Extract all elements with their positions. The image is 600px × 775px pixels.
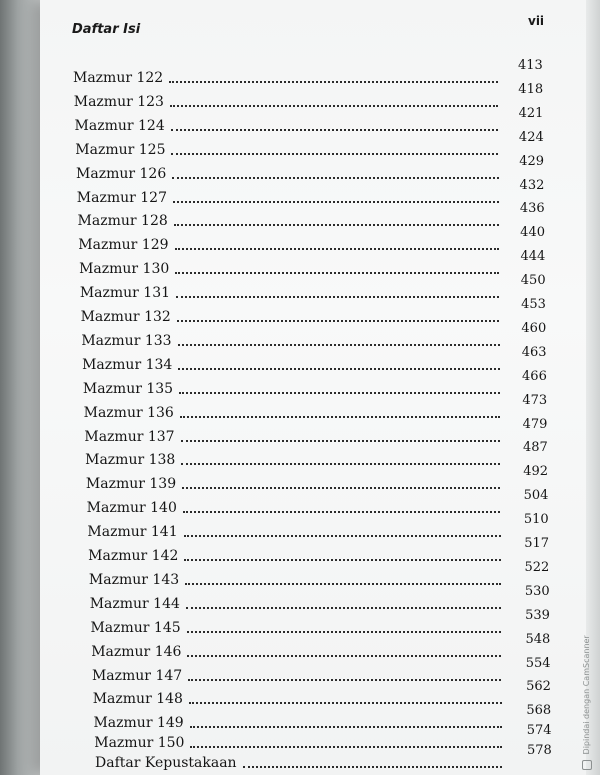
toc-entry-label: Mazmur 124 xyxy=(74,117,165,134)
toc-entry-label: Mazmur 129 xyxy=(78,237,169,254)
toc-dot-leader xyxy=(172,177,498,179)
toc-row xyxy=(93,687,508,707)
toc-row xyxy=(83,377,506,397)
toc-entry-label: Mazmur 150 xyxy=(94,735,185,752)
toc-entry-label: Mazmur 136 xyxy=(83,404,174,421)
toc-row xyxy=(84,425,506,445)
toc-entry-label: Mazmur 123 xyxy=(73,93,164,110)
toc-entry-label: Mazmur 125 xyxy=(75,141,166,158)
toc-dot-leader xyxy=(190,746,501,748)
toc-row xyxy=(94,731,508,751)
toc-dot-leader xyxy=(173,201,499,203)
toc-row xyxy=(78,209,505,229)
toc-entry-label: Mazmur 135 xyxy=(82,380,174,397)
toc-entry-label: Mazmur 142 xyxy=(88,548,179,564)
toc-entry-label: Mazmur 132 xyxy=(80,309,171,325)
toc-entry-page: 466 xyxy=(522,368,547,384)
toc-row xyxy=(88,544,507,564)
toc-entry-page: 492 xyxy=(523,464,549,480)
toc-row xyxy=(75,114,505,134)
toc-dot-leader xyxy=(174,224,499,226)
toc-entry-page: 421 xyxy=(518,105,544,121)
toc-dot-leader xyxy=(171,129,499,131)
toc-entry-page: 539 xyxy=(525,607,550,623)
toc-entry-page: 444 xyxy=(520,249,546,265)
toc-entry-page: 436 xyxy=(519,201,545,217)
toc-dot-leader xyxy=(182,487,500,489)
toc-entry-page: 530 xyxy=(524,583,550,599)
toc-dot-leader xyxy=(243,766,502,768)
toc-dot-leader xyxy=(177,320,500,322)
toc-row xyxy=(84,401,506,421)
toc-dot-leader xyxy=(169,81,498,83)
toc-entry-page: 510 xyxy=(523,512,549,528)
toc-dot-leader xyxy=(187,655,501,657)
toc-entry-label: Mazmur 143 xyxy=(88,571,180,588)
toc-entry-page: 487 xyxy=(522,440,548,456)
toc-dot-leader xyxy=(175,248,499,250)
toc-entry-page: 413 xyxy=(518,58,543,73)
toc-entry-page: 578 xyxy=(527,743,552,759)
toc-entry-label: Mazmur 128 xyxy=(77,213,168,230)
toc-row xyxy=(80,281,505,301)
toc-dot-leader xyxy=(175,272,499,274)
toc-dot-leader xyxy=(180,416,500,418)
toc-entry-page: 418 xyxy=(518,81,544,97)
toc-entry-page: 548 xyxy=(525,631,551,647)
scanner-watermark xyxy=(582,635,598,770)
toc-entry-page: 574 xyxy=(526,723,552,739)
toc-entry-label: Mazmur 146 xyxy=(91,643,182,660)
toc-entry-label: Daftar Kepustakaan xyxy=(95,755,237,772)
toc-row xyxy=(81,305,506,325)
toc-dot-leader xyxy=(190,726,502,728)
toc-dot-leader xyxy=(184,559,500,561)
toc-entry-label: Mazmur 130 xyxy=(79,261,170,278)
toc-dot-leader xyxy=(178,368,499,370)
toc-row xyxy=(82,353,506,373)
toc-entry-page: 440 xyxy=(520,225,545,241)
toc-entry-page: 479 xyxy=(522,416,548,432)
toc-entry-label: Mazmur 144 xyxy=(89,595,180,612)
toc-entry-label: Mazmur 126 xyxy=(76,165,167,182)
toc-entry-label: Mazmur 141 xyxy=(87,524,178,541)
toc-entry-label: Mazmur 131 xyxy=(79,285,171,302)
toc-dot-leader xyxy=(171,153,498,155)
toc-dot-leader xyxy=(183,511,501,513)
toc-row xyxy=(74,90,504,110)
toc-dot-leader xyxy=(178,344,500,346)
toc-dot-leader xyxy=(186,607,501,609)
toc-row xyxy=(95,751,508,771)
toc-dot-leader xyxy=(181,440,500,442)
toc-entry-label: Mazmur 127 xyxy=(76,189,167,206)
toc-row xyxy=(90,592,507,612)
toc-dot-leader xyxy=(184,535,501,537)
toc-row xyxy=(77,186,505,206)
toc-entry-label: Mazmur 147 xyxy=(91,667,183,684)
toc-entry-label: Mazmur 139 xyxy=(85,476,177,493)
toc-entry-page: 424 xyxy=(518,129,544,145)
toc-row xyxy=(78,233,505,253)
toc-row xyxy=(73,66,504,86)
toc-entry-label: Mazmur 148 xyxy=(92,691,183,708)
toc-entry-page: 432 xyxy=(519,177,545,193)
scanner-watermark-text: Dipindai dengan CamScanner xyxy=(582,635,591,755)
toc-entry-label: Mazmur 134 xyxy=(82,356,173,373)
toc-dot-leader xyxy=(179,392,500,394)
toc-entry-page: 522 xyxy=(524,559,550,575)
toc-row xyxy=(76,162,505,182)
toc-entry-page: 450 xyxy=(520,273,546,289)
camscanner-icon xyxy=(582,760,592,770)
toc-entry-page: 453 xyxy=(521,297,546,312)
page-header-title: Daftar Isi xyxy=(72,22,141,37)
toc-dot-leader xyxy=(187,631,502,633)
toc-entry-label: Mazmur 140 xyxy=(86,500,177,517)
toc-dot-leader xyxy=(181,463,500,465)
toc-row xyxy=(91,640,507,660)
toc-entry-page: 429 xyxy=(519,153,545,169)
toc-entry-page: 517 xyxy=(524,536,550,551)
toc-entry-label: Mazmur 133 xyxy=(81,332,172,349)
toc-dot-leader xyxy=(176,296,499,298)
toc-dot-leader xyxy=(189,702,502,704)
toc-entry-page: 568 xyxy=(526,703,552,719)
toc-row xyxy=(89,568,507,588)
toc-entry-page: 463 xyxy=(521,344,547,360)
toc-dot-leader xyxy=(185,583,501,585)
toc-entry-page: 473 xyxy=(522,392,548,408)
page-number: vii xyxy=(528,14,545,28)
toc-entry-label: Mazmur 149 xyxy=(93,715,184,732)
toc-row xyxy=(79,257,505,277)
toc-entry-label: Mazmur 145 xyxy=(90,619,181,636)
toc-entry-page: 554 xyxy=(525,655,551,671)
toc-dot-leader xyxy=(188,679,501,681)
toc-entry-label: Mazmur 137 xyxy=(84,428,175,445)
toc-row xyxy=(87,496,507,516)
toc-entry-page: 562 xyxy=(526,679,551,695)
toc-row xyxy=(93,711,507,731)
toc-entry-page: 460 xyxy=(521,320,547,336)
toc-row xyxy=(92,664,507,684)
toc-row xyxy=(85,448,506,468)
toc-row xyxy=(81,329,505,349)
toc-entry-page: 504 xyxy=(523,488,549,504)
toc-entry-label: Mazmur 138 xyxy=(85,452,176,469)
toc-entry-label: Mazmur 122 xyxy=(73,70,164,86)
toc-row xyxy=(75,138,504,158)
toc-dot-leader xyxy=(170,105,498,107)
toc-row xyxy=(86,472,506,492)
toc-row xyxy=(87,520,506,540)
toc-row xyxy=(90,616,507,636)
